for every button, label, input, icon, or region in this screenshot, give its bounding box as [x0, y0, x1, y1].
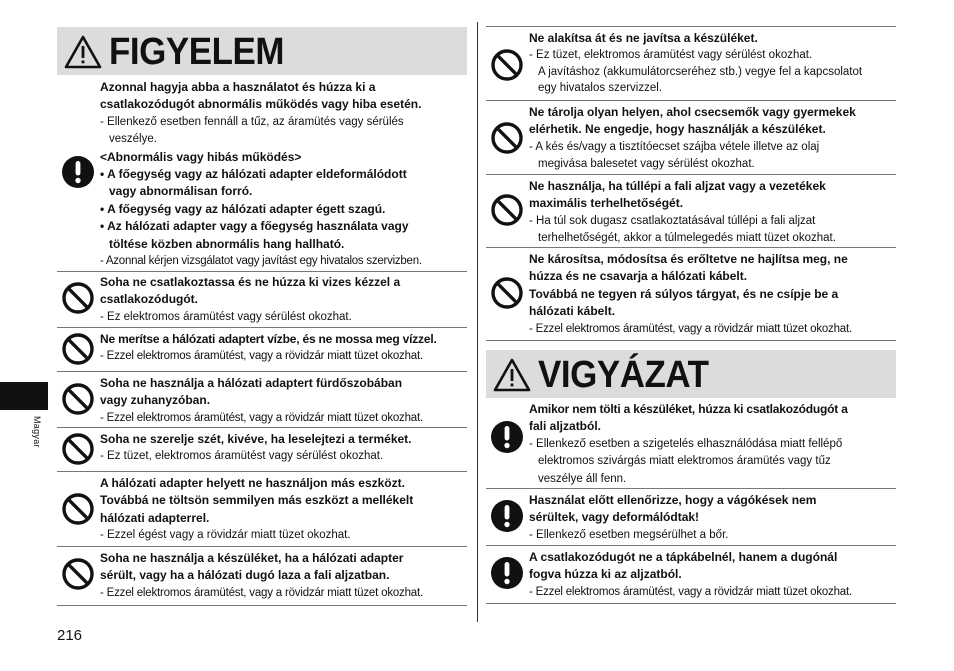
warning-title: FIGYELEM — [109, 31, 285, 73]
warning-item-children — [486, 100, 896, 175]
item-note: elektromos szivárgás miatt elektromos áramütés vagy tűz — [538, 455, 831, 468]
item-heading: A csatlakozódugót ne a tápkábelnél, hanem a dugónál — [529, 550, 838, 564]
item-note: - Ellenkező esetben a szigetelés elhasználódása miatt fellépő — [529, 437, 843, 450]
item-note: - Ezzel elektromos áramütést, vagy a rövidzár miatt tüzet okozhat. — [100, 350, 423, 363]
item-heading: hálózati adapterrel. — [100, 510, 210, 525]
caution-header — [486, 350, 896, 398]
warning-item-overload — [486, 174, 896, 248]
item-heading: hálózati kábelt. — [529, 304, 616, 319]
item-heading: Soha ne használja a készüléket, ha a hálózati adapter — [100, 551, 404, 565]
exclamation-icon — [490, 556, 524, 590]
item-note: A javításhoz (akkumulátorcseréhez stb.) vegye fel a kapcsolatot — [538, 65, 863, 78]
item-note: megivása balesetet vagy sérülést okozhat. — [538, 158, 755, 171]
exclamation-icon — [490, 420, 524, 454]
item-subheading: <Abnormális vagy hibás működés> — [100, 149, 302, 164]
item-heading: maximális terhelhetőségét. — [529, 196, 684, 211]
caution-item-blades — [486, 488, 896, 546]
warning-item-water — [57, 327, 467, 372]
language-label: Magyar — [32, 416, 42, 448]
item-heading: csatlakozódugót. — [100, 292, 199, 307]
item-note: - Ellenkező esetben fennáll a tűz, az áramütés vagy sérülés — [100, 115, 404, 128]
item-note: - A kés és/vagy a tisztítóecset szájba vétele illetve az olaj — [529, 140, 820, 153]
warning-item-disassemble — [57, 427, 467, 472]
warning-triangle-icon — [492, 357, 532, 393]
prohibited-icon — [490, 276, 524, 310]
item-heading: húzza és ne csavarja a hálózati kábelt. — [529, 269, 748, 284]
item-note: - Ezzel elektromos áramütést, vagy a rövidzár miatt tüzet okozhat. — [529, 585, 852, 598]
bullet-item: • A főegység vagy az hálózati adapter égett szagú. — [100, 201, 386, 216]
prohibited-icon — [61, 281, 95, 315]
item-note: - Ezzel elektromos áramütést, vagy a rövidzár miatt tüzet okozhat. — [100, 586, 423, 599]
warning-item-bathroom — [57, 371, 467, 428]
item-note: - Ezzel elektromos áramütést, vagy a rövidzár miatt tüzet okozhat. — [529, 322, 852, 335]
prohibited-icon — [61, 557, 95, 591]
warning-item-modify — [486, 26, 896, 101]
item-note: - Azonnal kérjen vizsgálatot vagy javítást egy hivatalos szervizben. — [100, 255, 422, 268]
item-heading: Ne használja, ha túllépi a fali aljzat vagy a vezetékek — [529, 179, 826, 193]
item-heading: csatlakozódugót abnormális működés vagy hiba esetén. — [100, 97, 422, 112]
prohibited-icon — [490, 121, 524, 155]
warning-item-cable-damage — [486, 247, 896, 341]
item-note: egy hivatalos szervizzel. — [538, 82, 662, 95]
prohibited-icon — [61, 332, 95, 366]
prohibited-icon — [490, 193, 524, 227]
item-heading: Soha ne csatlakoztassa és ne húzza ki vizes kézzel a — [100, 275, 401, 289]
item-note: - Ellenkező esetben megsérülhet a bőr. — [529, 528, 729, 541]
warning-item-abnormal — [57, 76, 467, 272]
item-note: - Ez tüzet, elektromos áramütést vagy sérülést okozhat. — [100, 450, 384, 463]
item-note: - Ez elektromos áramütést vagy sérülést okozhat. — [100, 310, 352, 323]
item-heading: Ne károsítsa, módosítsa és erőltetve ne hajlítsa meg, ne — [529, 252, 848, 266]
item-heading: Továbbá ne tegyen rá súlyos tárgyat, és ne csípje be a — [529, 286, 839, 301]
item-note: veszélye áll fenn. — [538, 472, 627, 485]
item-heading: Amikor nem tölti a készüléket, húzza ki csatlakozódugót a — [529, 402, 848, 416]
item-note: - Ezzel elektromos áramütést, vagy a rövidzár miatt tüzet okozhat. — [100, 411, 423, 424]
column-divider — [477, 22, 478, 622]
exclamation-icon — [490, 499, 524, 533]
caution-title: VIGYÁZAT — [538, 354, 709, 396]
item-note: - Ez tüzet, elektromos áramütést vagy sérülést okozhat. — [529, 48, 813, 61]
warning-item-damaged-adapter — [57, 546, 467, 606]
item-heading: elérhetik. Ne engedje, hogy használják a készüléket. — [529, 122, 826, 137]
caution-item-unplug — [486, 398, 896, 488]
item-heading: fali aljzatból. — [529, 419, 602, 434]
bullet-item: • A főegység vagy az hálózati adapter eldeformálódott — [100, 167, 407, 182]
item-heading: Soha ne szerelje szét, kivéve, ha leselejtezi a terméket. — [100, 432, 412, 446]
warning-triangle-icon — [63, 34, 103, 70]
item-heading: Továbbá ne töltsön semmilyen más eszközt a mellékelt — [100, 493, 414, 508]
item-heading: Ne merítse a hálózati adaptert vízbe, és ne mossa meg vízzel. — [100, 332, 437, 346]
item-note: terhelhetőségét, akkor a túlmelegedés miatt tüzet okozhat. — [538, 232, 836, 245]
prohibited-icon — [61, 492, 95, 526]
prohibited-icon — [61, 432, 95, 466]
language-tab — [0, 382, 48, 410]
warning-item-wet-hands — [57, 271, 467, 328]
item-heading: Soha ne használja a hálózati adaptert fürdőszobában — [100, 376, 403, 390]
item-heading: vagy zuhanyzóban. — [100, 393, 211, 408]
item-heading: sérültek, vagy deformálódtak! — [529, 510, 700, 525]
bullet-item: • Az hálózati adapter vagy a főegység használata vagy — [100, 219, 409, 234]
page-number: 216 — [57, 627, 83, 644]
item-note: veszélye. — [109, 133, 157, 146]
warning-header — [57, 27, 467, 75]
bullet-item: vagy abnormálisan forró. — [109, 184, 253, 199]
exclamation-icon — [61, 155, 95, 189]
item-heading: sérült, vagy ha a hálózati dugó laza a fali aljzatban. — [100, 568, 390, 583]
item-note: - Ezzel égést vagy a rövidzár miatt tüzet okozhat. — [100, 529, 351, 542]
item-heading: Azonnal hagyja abba a használatot és húzza ki a — [100, 80, 376, 94]
item-heading: Ne tárolja olyan helyen, ahol csecsemők vagy gyermekek — [529, 105, 856, 119]
item-note: - Ha túl sok dugasz csatlakoztatásával túllépi a fali aljzat — [529, 214, 816, 227]
bullet-item: töltése közben abnormális hang hallható. — [109, 236, 345, 251]
item-heading: Használat előtt ellenőrizze, hogy a vágókések nem — [529, 493, 817, 507]
prohibited-icon — [61, 382, 95, 416]
item-heading: A hálózati adapter helyett ne használjon más eszközt. — [100, 476, 405, 490]
item-heading: fogva húzza ki az aljzatból. — [529, 567, 682, 582]
warning-item-other-device — [57, 471, 467, 547]
caution-item-plug — [486, 545, 896, 604]
item-heading: Ne alakítsa át és ne javítsa a készüléket. — [529, 31, 758, 45]
prohibited-icon — [490, 48, 524, 82]
